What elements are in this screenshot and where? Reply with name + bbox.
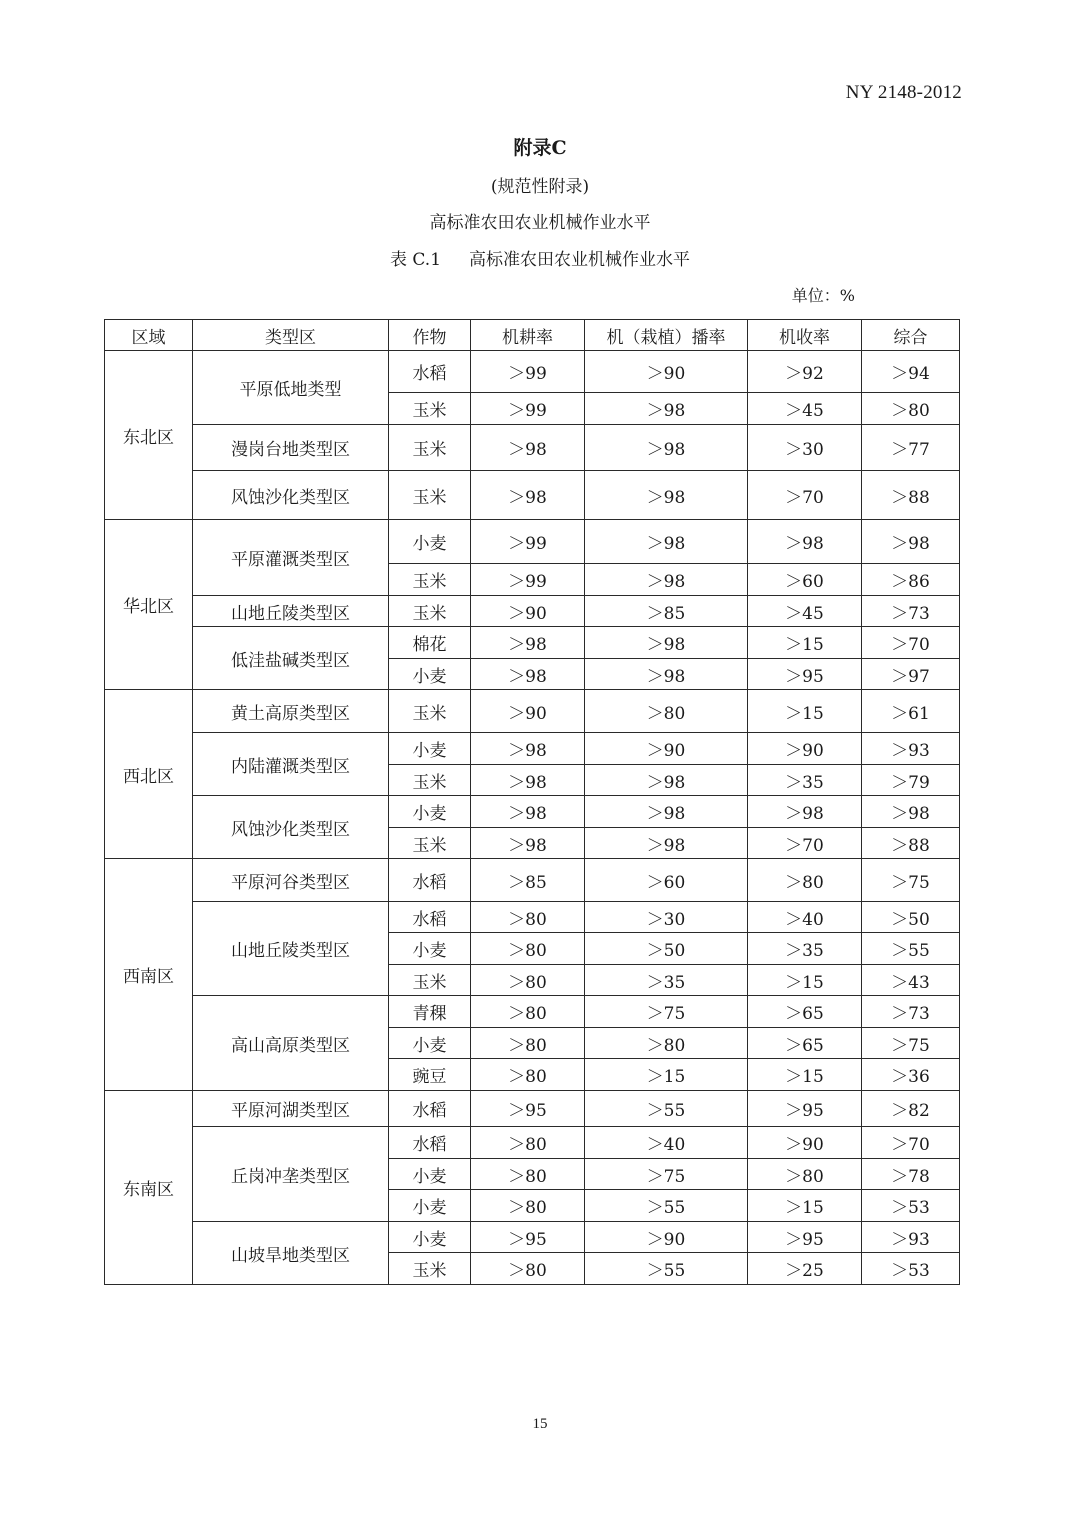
crop-cell: 小麦 bbox=[389, 659, 471, 690]
tillage-rate-cell: ＞80 bbox=[471, 965, 585, 996]
sowing-rate-cell: ＞90 bbox=[585, 351, 748, 393]
tillage-rate-cell: ＞80 bbox=[471, 1253, 585, 1285]
table-row bbox=[105, 1127, 960, 1159]
harvest-rate-cell: ＞65 bbox=[748, 996, 862, 1028]
overall-rate-cell: ＞93 bbox=[862, 1222, 960, 1253]
harvest-rate-cell: ＞70 bbox=[748, 828, 862, 859]
sowing-rate-cell: ＞85 bbox=[585, 596, 748, 627]
sowing-rate-cell: ＞75 bbox=[585, 1159, 748, 1190]
crop-cell: 小麦 bbox=[389, 1222, 471, 1253]
zone-cell: 丘岗冲垄类型区 bbox=[193, 1127, 389, 1222]
table-row bbox=[105, 351, 960, 393]
zone-cell: 平原河湖类型区 bbox=[193, 1091, 389, 1127]
crop-cell: 水稻 bbox=[389, 1091, 471, 1127]
harvest-rate-cell: ＞45 bbox=[748, 393, 862, 425]
tillage-rate-cell: ＞90 bbox=[471, 690, 585, 733]
zone-cell: 山坡旱地类型区 bbox=[193, 1222, 389, 1285]
overall-rate-cell: ＞97 bbox=[862, 659, 960, 690]
harvest-rate-cell: ＞25 bbox=[748, 1253, 862, 1285]
tillage-rate-cell: ＞80 bbox=[471, 1059, 585, 1091]
overall-rate-cell: ＞70 bbox=[862, 1127, 960, 1159]
sowing-rate-cell: ＞98 bbox=[585, 520, 748, 564]
table-header-row bbox=[105, 320, 960, 351]
tillage-rate-cell: ＞98 bbox=[471, 765, 585, 796]
column-header: 区域 bbox=[105, 320, 193, 351]
zone-cell: 内陆灌溉类型区 bbox=[193, 733, 389, 796]
overall-rate-cell: ＞88 bbox=[862, 471, 960, 520]
overall-rate-cell: ＞78 bbox=[862, 1159, 960, 1190]
sowing-rate-cell: ＞98 bbox=[585, 828, 748, 859]
tillage-rate-cell: ＞99 bbox=[471, 393, 585, 425]
appendix-title: 附录C bbox=[513, 137, 567, 159]
zone-cell: 黄土高原类型区 bbox=[193, 690, 389, 733]
tillage-rate-cell: ＞80 bbox=[471, 902, 585, 933]
appendix-name: 高标准农田农业机械作业水平 bbox=[429, 213, 651, 233]
overall-rate-cell: ＞79 bbox=[862, 765, 960, 796]
sowing-rate-cell: ＞98 bbox=[585, 659, 748, 690]
sowing-rate-cell: ＞98 bbox=[585, 393, 748, 425]
table-row bbox=[105, 859, 960, 902]
crop-cell: 水稻 bbox=[389, 859, 471, 902]
harvest-rate-cell: ＞95 bbox=[748, 1222, 862, 1253]
region-cell: 西北区 bbox=[105, 690, 193, 859]
table-number: 表 C.1 bbox=[389, 250, 442, 270]
harvest-rate-cell: ＞90 bbox=[748, 733, 862, 765]
column-header: 作物 bbox=[389, 320, 471, 351]
crop-cell: 小麦 bbox=[389, 733, 471, 765]
crop-cell: 玉米 bbox=[389, 1253, 471, 1285]
zone-cell: 平原灌溉类型区 bbox=[193, 520, 389, 596]
harvest-rate-cell: ＞70 bbox=[748, 471, 862, 520]
crop-cell: 豌豆 bbox=[389, 1059, 471, 1091]
overall-rate-cell: ＞75 bbox=[862, 859, 960, 902]
harvest-rate-cell: ＞15 bbox=[748, 1190, 862, 1222]
table-caption: 高标准农田农业机械作业水平 bbox=[469, 250, 691, 270]
sowing-rate-cell: ＞35 bbox=[585, 965, 748, 996]
overall-rate-cell: ＞70 bbox=[862, 627, 960, 659]
sowing-rate-cell: ＞98 bbox=[585, 627, 748, 659]
sowing-rate-cell: ＞40 bbox=[585, 1127, 748, 1159]
overall-rate-cell: ＞50 bbox=[862, 902, 960, 933]
column-header: 综合 bbox=[862, 320, 960, 351]
region-cell: 西南区 bbox=[105, 859, 193, 1091]
harvest-rate-cell: ＞35 bbox=[748, 933, 862, 965]
crop-cell: 青稞 bbox=[389, 996, 471, 1028]
sowing-rate-cell: ＞98 bbox=[585, 564, 748, 596]
table-row bbox=[105, 627, 960, 659]
overall-rate-cell: ＞75 bbox=[862, 1028, 960, 1059]
column-header: 机耕率 bbox=[471, 320, 585, 351]
sowing-rate-cell: ＞50 bbox=[585, 933, 748, 965]
crop-cell: 玉米 bbox=[389, 471, 471, 520]
harvest-rate-cell: ＞15 bbox=[748, 690, 862, 733]
overall-rate-cell: ＞93 bbox=[862, 733, 960, 765]
overall-rate-cell: ＞94 bbox=[862, 351, 960, 393]
crop-cell: 玉米 bbox=[389, 564, 471, 596]
crop-cell: 水稻 bbox=[389, 902, 471, 933]
column-header: 机收率 bbox=[748, 320, 862, 351]
table-row bbox=[105, 996, 960, 1028]
overall-rate-cell: ＞36 bbox=[862, 1059, 960, 1091]
table-row bbox=[105, 471, 960, 520]
sowing-rate-cell: ＞98 bbox=[585, 425, 748, 471]
crop-cell: 小麦 bbox=[389, 1028, 471, 1059]
crop-cell: 玉米 bbox=[389, 425, 471, 471]
sowing-rate-cell: ＞55 bbox=[585, 1091, 748, 1127]
tillage-rate-cell: ＞98 bbox=[471, 733, 585, 765]
crop-cell: 棉花 bbox=[389, 627, 471, 659]
region-cell: 东北区 bbox=[105, 351, 193, 520]
zone-cell: 山地丘陵类型区 bbox=[193, 596, 389, 627]
harvest-rate-cell: ＞92 bbox=[748, 351, 862, 393]
table-row bbox=[105, 425, 960, 471]
crop-cell: 玉米 bbox=[389, 393, 471, 425]
sowing-rate-cell: ＞30 bbox=[585, 902, 748, 933]
tillage-rate-cell: ＞95 bbox=[471, 1091, 585, 1127]
overall-rate-cell: ＞43 bbox=[862, 965, 960, 996]
table-body bbox=[105, 351, 960, 1285]
harvest-rate-cell: ＞35 bbox=[748, 765, 862, 796]
overall-rate-cell: ＞77 bbox=[862, 425, 960, 471]
table-row bbox=[105, 733, 960, 765]
table-row bbox=[105, 1222, 960, 1253]
tillage-rate-cell: ＞98 bbox=[471, 796, 585, 828]
harvest-rate-cell: ＞95 bbox=[748, 1091, 862, 1127]
harvest-rate-cell: ＞30 bbox=[748, 425, 862, 471]
harvest-rate-cell: ＞98 bbox=[748, 520, 862, 564]
appendix-type: (规范性附录) bbox=[490, 177, 590, 197]
sowing-rate-cell: ＞98 bbox=[585, 765, 748, 796]
crop-cell: 水稻 bbox=[389, 1127, 471, 1159]
table-row bbox=[105, 520, 960, 564]
tillage-rate-cell: ＞95 bbox=[471, 1222, 585, 1253]
sowing-rate-cell: ＞80 bbox=[585, 690, 748, 733]
sowing-rate-cell: ＞75 bbox=[585, 996, 748, 1028]
zone-cell: 低洼盐碱类型区 bbox=[193, 627, 389, 690]
tillage-rate-cell: ＞98 bbox=[471, 627, 585, 659]
crop-cell: 玉米 bbox=[389, 828, 471, 859]
tillage-rate-cell: ＞99 bbox=[471, 520, 585, 564]
tillage-rate-cell: ＞90 bbox=[471, 596, 585, 627]
harvest-rate-cell: ＞15 bbox=[748, 965, 862, 996]
region-cell: 华北区 bbox=[105, 520, 193, 690]
tillage-rate-cell: ＞85 bbox=[471, 859, 585, 902]
table-title bbox=[0, 245, 1080, 270]
overall-rate-cell: ＞80 bbox=[862, 393, 960, 425]
document-code: NY 2148-2012 bbox=[845, 82, 962, 103]
overall-rate-cell: ＞55 bbox=[862, 933, 960, 965]
harvest-rate-cell: ＞95 bbox=[748, 659, 862, 690]
zone-cell: 山地丘陵类型区 bbox=[193, 902, 389, 996]
tillage-rate-cell: ＞98 bbox=[471, 425, 585, 471]
crop-cell: 水稻 bbox=[389, 351, 471, 393]
crop-cell: 小麦 bbox=[389, 520, 471, 564]
column-header: 机（栽植）播率 bbox=[585, 320, 748, 351]
crop-cell: 玉米 bbox=[389, 596, 471, 627]
crop-cell: 小麦 bbox=[389, 933, 471, 965]
tillage-rate-cell: ＞80 bbox=[471, 1159, 585, 1190]
tillage-rate-cell: ＞98 bbox=[471, 471, 585, 520]
overall-rate-cell: ＞61 bbox=[862, 690, 960, 733]
harvest-rate-cell: ＞60 bbox=[748, 564, 862, 596]
sowing-rate-cell: ＞98 bbox=[585, 471, 748, 520]
sowing-rate-cell: ＞60 bbox=[585, 859, 748, 902]
tillage-rate-cell: ＞80 bbox=[471, 933, 585, 965]
crop-cell: 小麦 bbox=[389, 1190, 471, 1222]
zone-cell: 平原河谷类型区 bbox=[193, 859, 389, 902]
overall-rate-cell: ＞88 bbox=[862, 828, 960, 859]
tillage-rate-cell: ＞80 bbox=[471, 1028, 585, 1059]
zone-cell: 平原低地类型 bbox=[193, 351, 389, 425]
zone-cell: 风蚀沙化类型区 bbox=[193, 471, 389, 520]
tillage-rate-cell: ＞99 bbox=[471, 564, 585, 596]
tillage-rate-cell: ＞80 bbox=[471, 1127, 585, 1159]
sowing-rate-cell: ＞90 bbox=[585, 733, 748, 765]
sowing-rate-cell: ＞55 bbox=[585, 1190, 748, 1222]
sowing-rate-cell: ＞55 bbox=[585, 1253, 748, 1285]
crop-cell: 小麦 bbox=[389, 1159, 471, 1190]
tillage-rate-cell: ＞98 bbox=[471, 828, 585, 859]
zone-cell: 风蚀沙化类型区 bbox=[193, 796, 389, 859]
zone-cell: 漫岗台地类型区 bbox=[193, 425, 389, 471]
table-row bbox=[105, 902, 960, 933]
page-number: 15 bbox=[532, 1416, 548, 1432]
tillage-rate-cell: ＞80 bbox=[471, 1190, 585, 1222]
crop-cell: 玉米 bbox=[389, 965, 471, 996]
sowing-rate-cell: ＞98 bbox=[585, 796, 748, 828]
harvest-rate-cell: ＞40 bbox=[748, 902, 862, 933]
table-row bbox=[105, 596, 960, 627]
harvest-rate-cell: ＞65 bbox=[748, 1028, 862, 1059]
overall-rate-cell: ＞98 bbox=[862, 520, 960, 564]
harvest-rate-cell: ＞90 bbox=[748, 1127, 862, 1159]
harvest-rate-cell: ＞15 bbox=[748, 627, 862, 659]
tillage-rate-cell: ＞99 bbox=[471, 351, 585, 393]
overall-rate-cell: ＞82 bbox=[862, 1091, 960, 1127]
overall-rate-cell: ＞98 bbox=[862, 796, 960, 828]
tillage-rate-cell: ＞80 bbox=[471, 996, 585, 1028]
harvest-rate-cell: ＞80 bbox=[748, 1159, 862, 1190]
zone-cell: 高山高原类型区 bbox=[193, 996, 389, 1091]
sowing-rate-cell: ＞90 bbox=[585, 1222, 748, 1253]
overall-rate-cell: ＞86 bbox=[862, 564, 960, 596]
crop-cell: 小麦 bbox=[389, 796, 471, 828]
sowing-rate-cell: ＞80 bbox=[585, 1028, 748, 1059]
harvest-rate-cell: ＞98 bbox=[748, 796, 862, 828]
region-cell: 东南区 bbox=[105, 1091, 193, 1285]
harvest-rate-cell: ＞15 bbox=[748, 1059, 862, 1091]
crop-cell: 玉米 bbox=[389, 765, 471, 796]
mechanization-table bbox=[104, 319, 960, 1285]
overall-rate-cell: ＞73 bbox=[862, 996, 960, 1028]
tillage-rate-cell: ＞98 bbox=[471, 659, 585, 690]
table-row bbox=[105, 690, 960, 733]
overall-rate-cell: ＞53 bbox=[862, 1190, 960, 1222]
column-header: 类型区 bbox=[193, 320, 389, 351]
table-row bbox=[105, 796, 960, 828]
harvest-rate-cell: ＞45 bbox=[748, 596, 862, 627]
harvest-rate-cell: ＞80 bbox=[748, 859, 862, 902]
overall-rate-cell: ＞53 bbox=[862, 1253, 960, 1285]
overall-rate-cell: ＞73 bbox=[862, 596, 960, 627]
unit-label: 单位：% bbox=[791, 286, 855, 305]
sowing-rate-cell: ＞15 bbox=[585, 1059, 748, 1091]
table-row bbox=[105, 1091, 960, 1127]
crop-cell: 玉米 bbox=[389, 690, 471, 733]
